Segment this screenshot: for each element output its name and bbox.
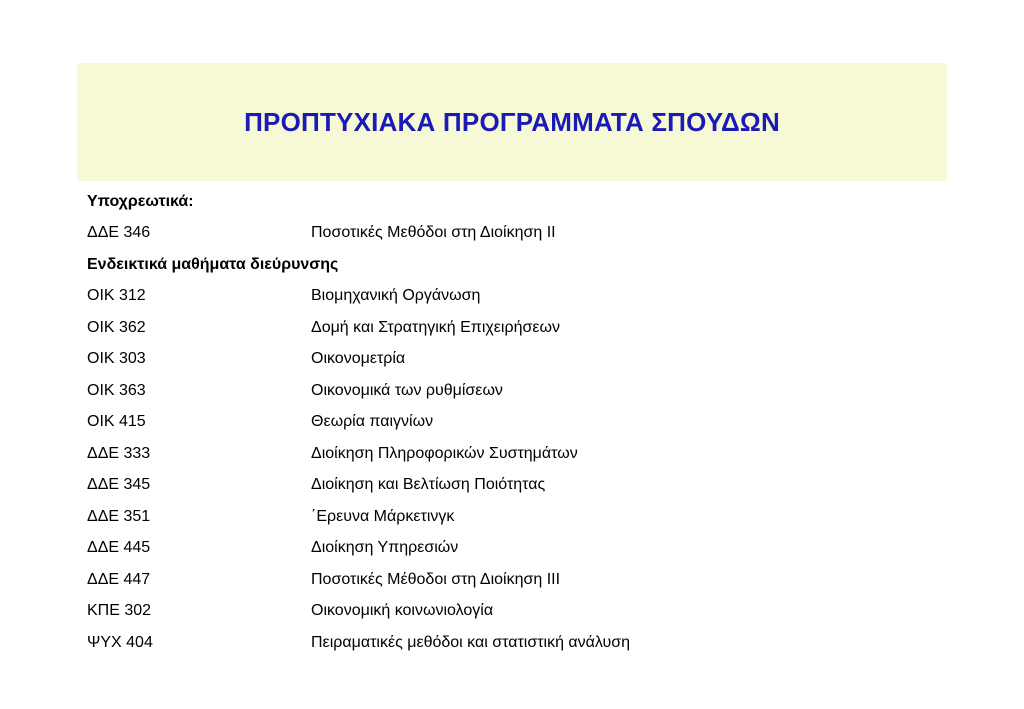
course-title: Θεωρία παιγνίων	[311, 413, 434, 431]
section-heading-elective: Ενδεικτικά μαθήματα διεύρυνσης	[87, 255, 339, 273]
course-title: Δομή και Στρατηγική Επιχειρήσεων	[311, 318, 560, 336]
course-list	[87, 186, 937, 659]
course-title: Οικονομική κοινωνιολογία	[311, 602, 494, 620]
course-code: ΨΥΧ 404	[87, 633, 153, 651]
course-code: ΟΙΚ 312	[87, 287, 146, 305]
course-title: Οικονομικά των ρυθμίσεων	[311, 381, 503, 399]
course-code: ΟΙΚ 415	[87, 413, 146, 431]
course-code: ΔΔΕ 447	[87, 570, 151, 588]
course-title: Οικονομετρία	[311, 350, 406, 368]
course-code: ΟΙΚ 362	[87, 318, 146, 336]
course-row	[87, 438, 937, 470]
course-row	[87, 218, 937, 250]
course-title: Ποσοτικές Μέθοδοι στη Διοίκηση ΙΙΙ	[311, 570, 561, 588]
course-code: ΟΙΚ 303	[87, 350, 146, 368]
course-row	[87, 501, 937, 533]
course-title: Βιομηχανική Οργάνωση	[311, 287, 481, 305]
course-title: Ποσοτικές Μεθόδοι στη Διοίκηση ΙΙ	[311, 224, 556, 242]
course-code: ΔΔΕ 345	[87, 476, 151, 494]
course-code: ΟΙΚ 363	[87, 381, 146, 399]
course-code: ΔΔΕ 333	[87, 444, 151, 462]
section-heading-required: Υποχρεωτικά:	[87, 192, 194, 210]
course-code: ΔΔΕ 351	[87, 507, 151, 525]
page-title: ΠΡΟΠΤΥΧΙΑΚΑ ΠΡΟΓΡΑΜΜΑΤΑ ΣΠΟΥΔΩΝ	[244, 106, 780, 137]
course-code: ΔΔΕ 346	[87, 224, 151, 242]
course-title: Διοίκηση Πληροφορικών Συστημάτων	[311, 444, 578, 462]
course-title: Πειραματικές μεθόδοι και στατιστική ανάλυση	[311, 633, 631, 651]
course-row	[87, 281, 937, 313]
course-code: ΚΠΕ 302	[87, 602, 152, 620]
course-row	[87, 470, 937, 502]
title-banner	[77, 63, 947, 181]
course-row	[87, 533, 937, 565]
course-row	[87, 312, 937, 344]
course-title: Διοίκηση Υπηρεσιών	[311, 539, 459, 557]
course-code: ΔΔΕ 445	[87, 539, 151, 557]
course-row	[87, 407, 937, 439]
course-title: Διοίκηση και Βελτίωση Ποιότητας	[311, 476, 546, 494]
course-row	[87, 375, 937, 407]
course-row	[87, 564, 937, 596]
course-title: ΄Ερευνα Μάρκετινγκ	[311, 507, 455, 525]
course-row	[87, 627, 937, 659]
course-row	[87, 344, 937, 376]
course-row	[87, 596, 937, 628]
